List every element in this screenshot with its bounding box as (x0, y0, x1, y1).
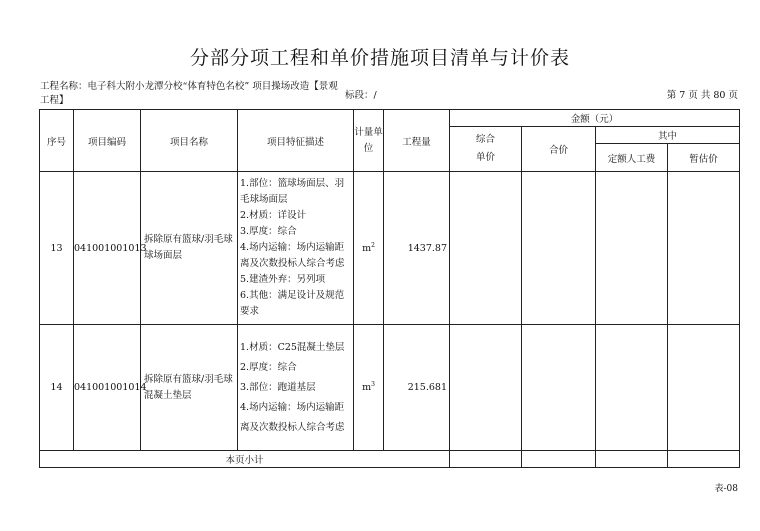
header-total: 合价 (522, 127, 596, 172)
unit-exponent: 2 (371, 241, 375, 249)
row-unit (354, 325, 384, 451)
header-of-which: 其中 (596, 127, 740, 144)
row-desc (238, 172, 354, 325)
unit-base: m (362, 243, 372, 255)
desc-line: 4.场内运输：场内运输距离及次数投标人综合考虑 (240, 401, 345, 433)
row-desc (238, 325, 354, 451)
desc-line: 6.其他：满足设计及规范要求 (240, 290, 345, 317)
document-title: 分部分项工程和单价措施项目清单与计价表 (189, 47, 570, 69)
unit-exponent: 3 (371, 381, 375, 389)
header-seq: 序号 (40, 110, 74, 172)
page-info: 第 7 页 共 80 页 (666, 90, 738, 101)
header-code: 项目编码 (74, 110, 141, 172)
desc-line: 2.厚度：综合 (240, 361, 297, 373)
row-labor (596, 172, 668, 325)
row-labor (596, 325, 668, 451)
subtotal-labor (596, 451, 668, 468)
header-qty: 工程量 (384, 110, 450, 172)
desc-line: 1.部位：篮球场面层、羽毛球场面层 (240, 178, 345, 205)
header-name: 项目名称 (141, 110, 238, 172)
row-name: 拆除原有篮球/羽毛球混凝土垫层 (141, 325, 238, 451)
desc-line: 2.材质：详设计 (240, 210, 307, 221)
subtotal-unit-price (450, 451, 522, 468)
unit-base: m (362, 382, 372, 394)
row-code: 041001001014 (74, 325, 141, 451)
row-code: 041001001013 (74, 172, 141, 325)
header-unit-price-line2: 单价 (475, 152, 495, 163)
header-labor: 定额人工费 (596, 144, 668, 172)
row-total (522, 325, 596, 451)
bill-table (39, 109, 740, 468)
row-provisional (668, 325, 740, 451)
header-unit: 计量单位 (354, 110, 384, 172)
table-row (40, 325, 740, 451)
subtotal-label: 本页小计 (40, 451, 450, 468)
header-unit-price (450, 127, 522, 172)
row-qty: 215.681 (384, 325, 450, 451)
header-provisional: 暂估价 (668, 144, 740, 172)
row-unit (354, 172, 384, 325)
row-seq: 14 (40, 325, 74, 451)
desc-line: 5.建渣外弃：另列项 (240, 274, 326, 285)
desc-line: 4.场内运输：场内运输距离及次数投标人综合考虑 (240, 242, 345, 269)
row-unit-price (450, 172, 522, 325)
row-name: 拆除原有篮球/羽毛球球场面层 (141, 172, 238, 325)
project-label: 工程名称： (40, 81, 88, 92)
header-desc: 项目特征描述 (238, 110, 354, 172)
header-unit-price-line1: 综合 (475, 134, 495, 145)
project-name (40, 80, 340, 108)
desc-line: 3.厚度：综合 (240, 226, 297, 237)
section-label: 标段：/ (345, 90, 377, 101)
row-qty: 1437.87 (384, 172, 450, 325)
table-row (40, 172, 740, 325)
header-amount: 金额（元） (450, 110, 740, 127)
row-provisional (668, 172, 740, 325)
subtotal-row (40, 451, 740, 468)
form-number: 表-08 (714, 484, 738, 494)
desc-line: 1.材质：C25混凝土垫层 (240, 341, 345, 353)
row-unit-price (450, 325, 522, 451)
desc-line: 3.部位：跑道基层 (240, 381, 316, 393)
row-total (522, 172, 596, 325)
project-name-value: 电子科大附小龙潭分校“体育特色名校” 项目操场改造【景观工程】 (40, 81, 338, 106)
subtotal-provisional (668, 451, 740, 468)
row-seq: 13 (40, 172, 74, 325)
subtotal-total (522, 451, 596, 468)
